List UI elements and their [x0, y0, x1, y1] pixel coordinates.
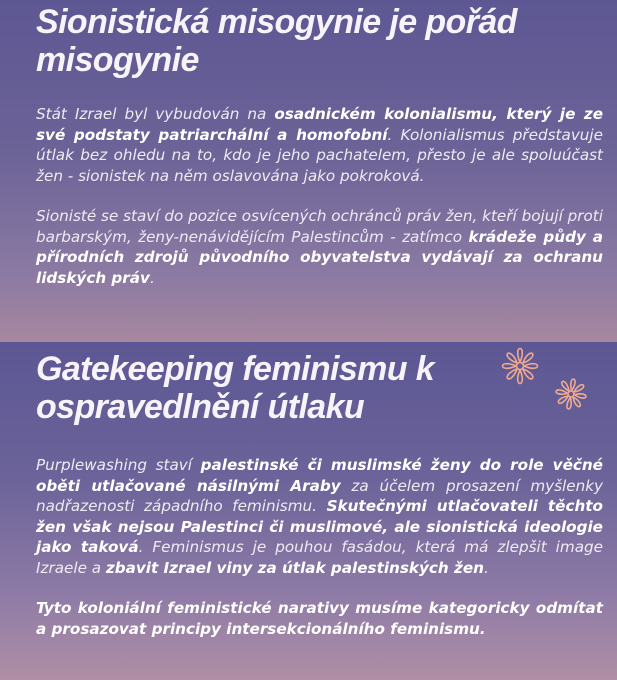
emphasis-text: palestinské či muslimské ženy do role věčné oběti utlačované násilnými Araby	[36, 456, 603, 495]
text-run: .	[483, 558, 489, 577]
emphasis-text: Tyto koloniální feministické narativy musíme kategoricky odmítat a prosazovat principy intersekcionálního feminismu.	[36, 599, 603, 638]
emphasis-text: Skutečnými utlačovateli těchto žen však nejsou Palestinci či muslimové, ale sionistická ideologie jako taková	[36, 497, 603, 556]
emphasis-text: zbavit Izrael viny za útlak palestinských žen	[105, 558, 484, 577]
section-heading: Sionistická misogynie je pořád misogynie	[36, 3, 517, 79]
text-run: .	[149, 268, 155, 287]
section-gatekeeping-feminismu	[0, 342, 617, 680]
flowers-icon	[478, 342, 617, 420]
section-heading: Gatekeeping feminismu k ospravedlnění útlaku	[36, 350, 435, 426]
text-run: . Feminismus je pouhou fasádou, která má zlepšit image Izraele a	[36, 538, 603, 577]
text-run: Purplewashing staví	[36, 456, 201, 474]
paragraph	[36, 206, 603, 288]
text-run: . Kolonialismus představuje útlak bez ohledu na to, kdo je jeho pachatelem, přesto je ale spoluúčast žen - sionistek na něm oslavována jako pokroková.	[36, 125, 603, 185]
paragraph	[36, 598, 603, 639]
paragraph	[36, 104, 603, 186]
emphasis-text: osadnickém kolonialismu, který je ze své podstaty patriarchální a homofobní	[36, 105, 603, 144]
text-run: Stát Izrael byl vybudován na	[36, 105, 275, 123]
emphasis-text: krádeže půdy a přírodních zdrojů původního obyvatelstva vydávají za ochranu lidských práv	[36, 227, 603, 287]
text-run: za účelem prosazení myšlenky nadřazenosti západního feminismu.	[36, 476, 603, 515]
paragraph	[36, 455, 603, 578]
text-run: Sionisté se staví do pozice osvícených ochránců práv žen, kteří bojují proti barbarským, ženy-nenávidějícím Palestincům - zatímco	[36, 207, 603, 246]
